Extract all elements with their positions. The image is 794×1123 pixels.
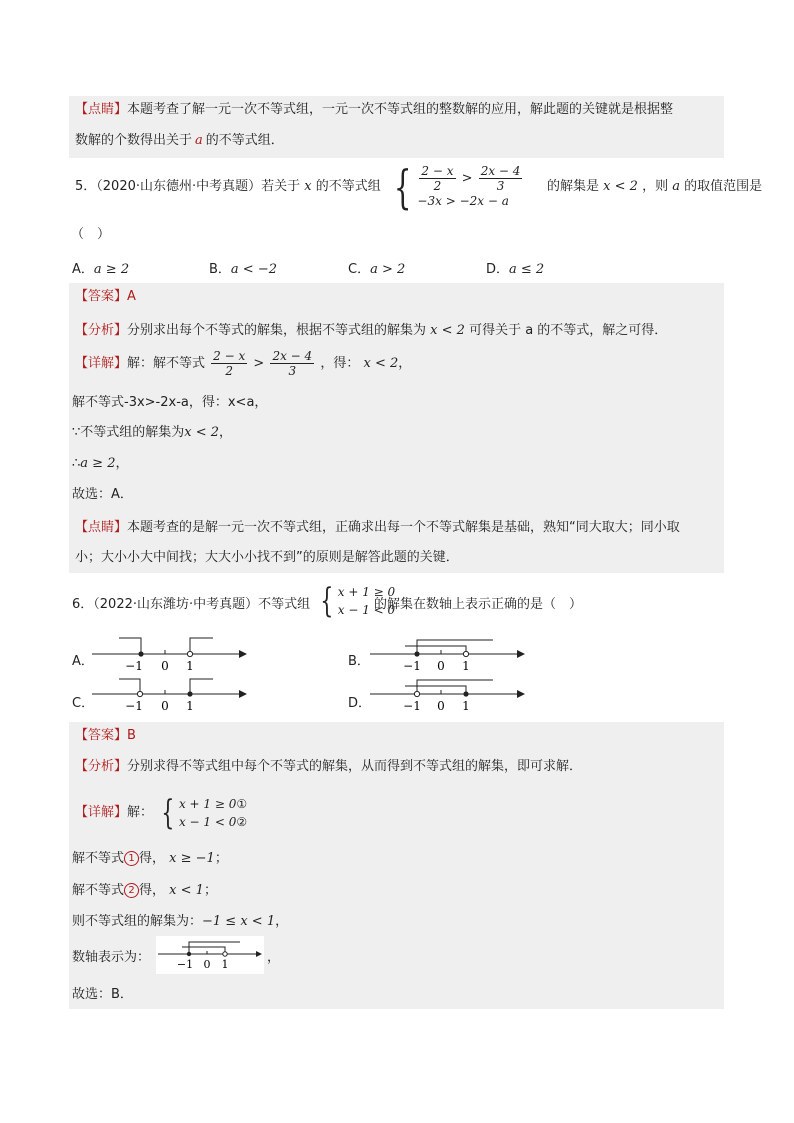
q6-option-b-numberline[interactable] — [367, 632, 527, 674]
closed-dot — [463, 691, 468, 696]
tick-label: 1 — [186, 699, 194, 713]
q6-choose: 故选：B． — [72, 987, 133, 1002]
q5-stem: 5．（2020·山东德州·中考真题）若关于 x 的不等式组 { $\frac{2 - x}{2}$ > $\frac{2x - 4}{3}$ −3x > −2x − a 的解集是 x < 2 ，则 a 的取值范围是 — [75, 160, 763, 214]
q6-option-c-label[interactable]: C． — [72, 696, 95, 711]
tick-label: 0 — [437, 659, 445, 673]
q6-answer: 【答案】B — [75, 728, 136, 743]
q6-step4: 数轴表示为： — [72, 950, 151, 965]
q5-option-c[interactable]: C．a > 2 — [348, 262, 406, 277]
tick-label: 1 — [462, 699, 470, 713]
q6-option-b-label[interactable]: B． — [348, 654, 370, 669]
open-dot — [414, 691, 419, 696]
q5-point-line1: 【点睛】本题考查的是解一元一次不等式组，正确求出每一个不等式解集是基础，熟知“同大取大；同小取 — [75, 520, 680, 535]
q6-step3: 则不等式组的解集为：−1 ≤ x < 1， — [72, 914, 289, 929]
svg-text:0: 0 — [203, 958, 211, 971]
closed-dot — [414, 651, 419, 656]
tick-label: 1 — [462, 659, 470, 673]
q6-solution: 【答案】B 【分析】分别求得不等式组中每个不等式的解集，从而得到不等式组的解集，即可求解． 【详解】解： { x + 1 ≥ 0① x − 1 < 0② 解不等式 1 得， x ≥ −1； 解不等式 2 得， x < 1； 则不等式组的解集为：−1 ≤ x < 1， 数轴表示为： −1 0 1 ， 故选：B． — [69, 722, 724, 1009]
q5-step3: ∵不等式组的解集为x < 2， — [72, 425, 233, 440]
circle-two-icon: 2 — [124, 883, 139, 898]
closed-dot — [187, 691, 192, 696]
tick-label: 1 — [186, 659, 194, 673]
q6-option-d-label[interactable]: D． — [348, 696, 372, 711]
q5-option-d[interactable]: D．a ≤ 2 — [486, 262, 545, 277]
point-label: 【点睛】 — [75, 102, 128, 117]
q6-options — [69, 632, 724, 718]
q5-options — [69, 258, 724, 278]
tick-label: −1 — [125, 699, 143, 713]
open-dot — [187, 651, 192, 656]
open-dot — [463, 651, 468, 656]
q5-step4: ∴a ≥ 2， — [72, 456, 129, 471]
closed-dot — [138, 651, 143, 656]
q6-answer-numberline-box — [156, 936, 264, 974]
q5-step2: 解不等式-3x>-2x-a，得：x<a， — [72, 395, 268, 410]
q5-option-b[interactable]: B．a < −2 — [209, 262, 277, 277]
ray-right — [405, 646, 466, 654]
axis-arrow — [517, 690, 525, 698]
q6-detail: 【详解】解： { x + 1 ≥ 0① x − 1 < 0② — [75, 792, 248, 833]
q5-choose: 故选：A． — [72, 487, 133, 502]
ray-right — [190, 638, 213, 654]
svg-text:1: 1 — [221, 958, 229, 971]
prev-point-line1: 【点睛】本题考查了解一元一次不等式组，一元一次不等式组的整数解的应用，解此题的关键就是根据整 — [75, 102, 674, 117]
svg-text:−1: −1 — [176, 958, 194, 971]
axis-arrow — [517, 650, 525, 658]
q5-solution — [69, 283, 724, 573]
q6-option-a-numberline[interactable] — [89, 632, 249, 674]
tick-label: −1 — [403, 659, 421, 673]
open-dot — [137, 691, 142, 696]
tick-label: −1 — [125, 659, 143, 673]
tick-label: 0 — [161, 699, 169, 713]
q5-detail: 【详解】解：解不等式 $\frac{2 - x}{2}$ > $\frac{2x - 4}{3}$ ，得： x < 2， — [75, 349, 412, 378]
q6-option-c-numberline[interactable] — [89, 676, 249, 718]
q5-point-line2: 小；大小小大中间找；大大小小找不到”的原则是解答此题的关键． — [75, 550, 459, 565]
prev-point-line2: 数解的个数得出关于 a 的不等式组． — [75, 133, 284, 148]
axis-arrow — [239, 650, 247, 658]
q5-system: { $\frac{2 - x}{2}$ > $\frac{2x - 4}{3}$ −3x > −2x − a — [393, 160, 521, 214]
axis-arrow — [239, 690, 247, 698]
tick-label: 0 — [161, 659, 169, 673]
ray-left — [417, 680, 493, 694]
q5-paren: （ ） — [71, 227, 111, 242]
q5-answer: 【答案】A — [75, 289, 136, 304]
ray-right — [190, 679, 213, 694]
prev-point-block — [69, 96, 724, 158]
q6-analysis: 【分析】分别求得不等式组中每个不等式的解集，从而得到不等式组的解集，即可求解． — [75, 759, 583, 774]
q5-analysis: 【分析】分别求出每个不等式的解集，根据不等式组的解集为 x < 2 可得关于 a 的不等式，解之可得． — [75, 323, 668, 338]
q6-option-a-label[interactable]: A． — [72, 654, 94, 669]
tick-label: 0 — [437, 699, 445, 713]
q6-option-d-numberline[interactable] — [367, 676, 527, 718]
ray-left — [119, 679, 140, 694]
tick-label: −1 — [403, 699, 421, 713]
q6-stem: 6．（2022·山东潍坊·中考真题）不等式组 { x + 1 ≥ 0 x − 1 < 0 的解集在数轴上表示正确的是（ ） — [72, 581, 583, 621]
q6-answer-numberline — [156, 936, 264, 974]
circle-one-icon: 1 — [124, 851, 139, 866]
q6-system: { x + 1 ≥ 0 x − 1 < 0 — [320, 581, 396, 621]
ray-left — [119, 638, 141, 654]
q6-step2: 解不等式 2 得， x < 1； — [72, 883, 217, 898]
ray-left — [417, 640, 493, 654]
q5-option-a[interactable]: A．a ≥ 2 — [72, 262, 130, 277]
q6-step1: 解不等式 1 得， x ≥ −1； — [72, 851, 228, 866]
